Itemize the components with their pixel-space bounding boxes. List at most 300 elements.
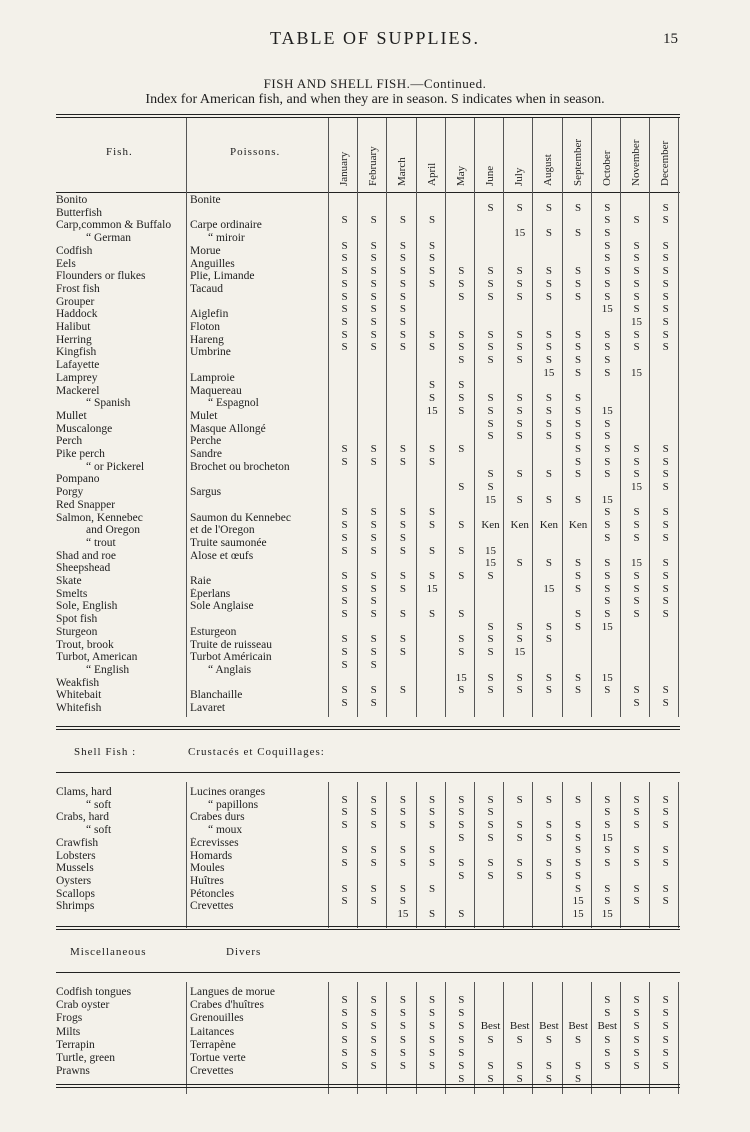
season-cell: S [575,227,582,240]
season-cell: S [370,341,377,354]
season-cell: Best [480,1020,501,1033]
season-cell: S [662,1046,669,1059]
season-cell: S [662,531,669,544]
column-divider [328,190,329,717]
column-divider [678,190,679,717]
season-cell: S [575,557,582,570]
season-cell: 15 [631,315,642,328]
fish-name: Lamprey [56,371,98,384]
poisson-name: Moules [190,862,225,875]
fish-name: Weakfish [56,676,100,689]
season-cell: S [633,857,640,870]
season-cell: S [516,201,523,214]
season-cell: 15 [631,366,642,379]
season-cell: S [399,328,406,341]
season-cell: S [662,341,669,354]
season-cell: S [429,277,436,290]
season-cell: S [516,354,523,367]
fish-name: Milts [56,1025,81,1038]
season-cell: S [370,1033,377,1046]
season-cell: S [487,201,494,214]
season-cell: S [341,214,348,227]
poisson-name: Morue [190,244,221,257]
season-cell: S [370,608,377,621]
season-cell: S [370,684,377,697]
season-cell: S [370,582,377,595]
season-cell: S [545,819,552,832]
season-cell: S [633,506,640,519]
season-cell: S [662,252,669,265]
poisson-name: Crevettes [190,1065,234,1078]
season-cell: S [545,1059,552,1072]
season-cell: S [575,857,582,870]
column-divider [591,118,592,192]
season-cell: S [545,328,552,341]
season-cell: S [662,582,669,595]
fish-name: Herring [56,333,92,346]
poisson-name: Terrapène [190,1038,236,1051]
season-cell: S [370,265,377,278]
season-cell: S [458,328,465,341]
season-cell: Best [509,1020,530,1033]
season-cell: S [575,582,582,595]
poisson-name: Lamproie [190,371,235,384]
season-cell: S [370,1007,377,1020]
season-cell: S [633,1020,640,1033]
season-cell: S [516,819,523,832]
season-cell: S [458,857,465,870]
season-cell: S [633,277,640,290]
season-cell: S [604,844,611,857]
season-cell: S [604,882,611,895]
month-header-2: March [396,157,409,186]
season-cell: S [341,1059,348,1072]
season-cell: S [429,1020,436,1033]
season-cell: S [516,633,523,646]
season-cell: S [662,1033,669,1046]
season-cell: S [429,442,436,455]
season-cell: S [399,608,406,621]
season-cell: S [399,1059,406,1072]
season-cell: S [633,1059,640,1072]
season-cell: 15 [485,493,496,506]
season-cell: S [341,684,348,697]
poisson-name: Truite de ruisseau [190,638,272,651]
season-cell: S [429,608,436,621]
column-divider [532,190,533,717]
shell-heading-fr: Crustacés et Coquillages: [188,746,325,758]
season-cell: S [662,993,669,1006]
season-cell: S [429,379,436,392]
season-cell: S [545,557,552,570]
fish-name: “ German [86,232,132,245]
season-cell: S [575,831,582,844]
season-cell: S [545,417,552,430]
season-cell: S [633,252,640,265]
season-cell: S [429,907,436,920]
season-cell: S [458,481,465,494]
poisson-name: Turbot Américain [190,651,272,664]
column-divider [678,782,679,928]
season-cell: S [545,290,552,303]
season-cell: S [429,1033,436,1046]
poisson-name: Écrevisses [190,836,239,849]
poisson-name: Éperlans [190,587,231,600]
season-cell: S [604,214,611,227]
season-cell: S [516,430,523,443]
season-cell: S [633,595,640,608]
season-cell: S [575,201,582,214]
season-cell: S [341,658,348,671]
season-cell: S [458,354,465,367]
season-cell: S [487,819,494,832]
poisson-name: Laitances [190,1025,235,1038]
season-cell: S [604,857,611,870]
running-head [0,28,750,52]
poisson-name: “ miroir [208,232,245,245]
season-cell: S [487,806,494,819]
fish-name: Grouper [56,295,95,308]
season-cell: S [341,806,348,819]
fish-name: Kingfish [56,346,97,359]
season-cell: S [662,519,669,532]
season-cell: S [341,895,348,908]
season-cell: S [662,844,669,857]
column-divider [357,190,358,717]
season-cell: S [399,1033,406,1046]
season-cell: S [458,290,465,303]
poisson-name: Grenouilles [190,1012,244,1025]
column-divider [620,982,621,1094]
horizontal-rule [56,929,680,930]
season-cell: S [633,819,640,832]
season-cell: S [399,277,406,290]
season-cell: S [399,1020,406,1033]
poisson-name: Sandre [190,448,222,460]
season-cell: S [575,442,582,455]
season-cell: S [516,557,523,570]
season-cell: S [487,290,494,303]
season-cell: S [341,582,348,595]
column-header-poissons: Poissons. [230,146,281,158]
season-cell: S [545,1033,552,1046]
fish-name: Mackerel [56,384,100,397]
fish-name: Trout, brook [56,638,114,651]
season-cell: S [458,684,465,697]
column-divider [416,982,417,1094]
season-cell: 15 [543,582,555,595]
poisson-name: Hareng [190,333,224,346]
season-cell: S [458,793,465,806]
season-cell: S [633,582,640,595]
season-cell: S [341,519,348,532]
season-cell: S [487,671,494,684]
season-cell: S [341,239,348,252]
column-divider [328,118,329,192]
season-cell: S [399,531,406,544]
season-cell: S [604,819,611,832]
column-divider [503,190,504,717]
season-cell: S [370,214,377,227]
column-divider [503,782,504,928]
season-cell: S [575,468,582,481]
season-cell: S [575,341,582,354]
season-cell: S [458,569,465,582]
fish-name: Turtle, green [56,1052,115,1064]
season-cell: S [487,404,494,417]
column-divider [357,118,358,192]
season-cell: S [516,1073,523,1086]
season-cell: S [429,455,436,468]
season-cell: 15 [572,895,584,908]
season-cell: S [370,595,377,608]
season-cell: S [399,519,406,532]
poisson-name: Crabes durs [190,811,245,824]
season-cell: S [458,1073,465,1086]
season-cell: S [633,239,640,252]
column-divider [474,190,475,717]
column-divider [620,190,621,717]
season-cell: S [429,569,436,582]
poisson-name: Truite saumonée [190,536,267,549]
fish-name: Smelts [56,587,88,600]
season-cell: S [516,341,523,354]
column-divider [532,118,533,192]
season-cell: S [604,201,611,214]
fish-name: “ Spanish [86,397,131,410]
poisson-name: Pétoncles [190,887,235,900]
season-cell: S [458,341,465,354]
season-cell: S [487,328,494,341]
fish-name: “ English [86,663,130,676]
season-cell: S [458,1046,465,1059]
season-cell: S [662,1059,669,1072]
season-cell: S [399,341,406,354]
column-divider [649,190,650,717]
season-cell: S [662,328,669,341]
season-cell: S [662,1020,669,1033]
column-divider [620,118,621,192]
season-cell: S [429,214,436,227]
season-cell: 15 [455,671,467,684]
season-cell: S [545,468,552,481]
fish-name: Sole, English [56,600,118,613]
season-cell: S [429,506,436,519]
season-cell: S [575,684,582,697]
column-divider [474,118,475,192]
season-cell: S [399,857,406,870]
season-cell: S [341,506,348,519]
season-cell: 15 [601,303,613,316]
column-divider [649,982,650,1094]
fish-name: Bonito [56,194,88,206]
season-cell: S [516,468,523,481]
season-cell: S [516,793,523,806]
season-cell: S [604,531,611,544]
column-divider [186,782,187,928]
season-cell: S [399,882,406,895]
season-cell: S [516,684,523,697]
season-cell: S [604,557,611,570]
season-cell: S [458,265,465,278]
season-cell: S [662,481,669,494]
season-cell: S [399,455,406,468]
season-cell: S [399,993,406,1006]
season-cell: S [341,633,348,646]
season-cell: S [604,328,611,341]
season-cell: S [604,265,611,278]
season-cell: S [575,819,582,832]
season-cell: S [399,633,406,646]
season-cell: S [633,793,640,806]
season-cell: S [545,493,552,506]
fish-name: Clams, hard [56,786,112,798]
season-cell: S [604,277,611,290]
fish-name: Perch [56,435,83,448]
poisson-name: Carpe ordinaire [190,219,262,232]
season-cell: S [516,404,523,417]
season-cell: S [633,844,640,857]
season-cell: 15 [426,582,438,595]
poisson-name: Lavaret [190,702,226,714]
season-cell: S [458,519,465,532]
season-cell: S [429,265,436,278]
season-cell: S [370,696,377,709]
season-cell: 15 [601,620,613,633]
poisson-name: Bonite [190,194,221,206]
season-cell: S [633,290,640,303]
season-cell: S [370,633,377,646]
season-cell: S [487,265,494,278]
season-cell: S [575,1059,582,1072]
season-cell: S [429,341,436,354]
fish-name: Skate [56,575,82,587]
season-cell: S [604,1033,611,1046]
season-cell: S [575,793,582,806]
column-divider [678,118,679,192]
fish-name: “ trout [86,536,116,549]
season-cell: S [604,455,611,468]
fish-name: Codfish [56,244,93,257]
season-cell: S [429,239,436,252]
season-cell: 15 [572,907,584,920]
season-cell: S [575,869,582,882]
season-cell: 15 [631,481,642,494]
season-cell: S [604,595,611,608]
season-cell: S [370,819,377,832]
season-cell: S [458,869,465,882]
poisson-name: Huîtres [190,874,224,887]
season-cell: S [458,1020,465,1033]
season-cell: S [545,684,552,697]
season-cell: S [545,857,552,870]
season-cell: S [575,290,582,303]
season-cell: S [662,265,669,278]
season-cell: S [516,831,523,844]
season-cell: S [370,303,377,316]
fish-name: Shad and roe [56,549,117,562]
season-cell: S [429,993,436,1006]
season-cell: S [516,290,523,303]
season-cell: S [399,1046,406,1059]
season-cell: S [487,430,494,443]
season-cell: S [633,468,640,481]
season-cell: S [487,354,494,367]
season-cell: S [662,569,669,582]
season-cell: S [604,582,611,595]
season-cell: S [662,277,669,290]
season-cell: Best [539,1020,559,1033]
fish-name: Whitebait [56,689,102,702]
season-cell: S [516,1059,523,1072]
month-header-1: February [367,146,380,186]
fish-name: Sturgeon [56,625,98,638]
season-cell: S [604,354,611,367]
season-cell: S [662,239,669,252]
season-cell: S [604,793,611,806]
season-cell: S [575,1073,582,1086]
season-cell: S [399,1007,406,1020]
season-cell: S [341,793,348,806]
season-cell: S [516,493,523,506]
season-cell: S [458,277,465,290]
season-cell: S [370,519,377,532]
subtitle: Index for American fish, and when they are in season. S indicates when in season. [145,92,605,107]
season-cell: 15 [485,557,496,570]
column-divider [649,782,650,928]
horizontal-rule [56,1084,680,1085]
season-cell: S [662,315,669,328]
season-cell: Ken [568,519,588,532]
season-cell: S [341,595,348,608]
season-cell: 15 [601,831,613,844]
season-cell: S [487,569,494,582]
season-cell: S [662,506,669,519]
fish-name: Mussels [56,862,94,875]
fish-name: Sheepshead [56,562,111,575]
season-cell: S [429,882,436,895]
month-header-4: May [454,165,467,186]
season-cell: S [575,354,582,367]
poisson-name: “ Anglais [208,663,252,676]
season-cell: S [370,531,377,544]
season-cell: S [341,844,348,857]
season-cell: S [341,1020,348,1033]
season-cell: 15 [601,493,613,506]
season-cell: S [662,882,669,895]
column-divider [445,118,446,192]
horizontal-rule [56,926,680,927]
season-cell: S [399,290,406,303]
month-header-9: October [600,150,613,186]
poisson-name: Sole Anglaise [190,600,254,613]
season-cell: S [487,1073,494,1086]
season-cell: S [399,303,406,316]
season-cell: S [604,993,611,1006]
season-cell: S [341,290,348,303]
season-cell: S [575,620,582,633]
season-cell: S [662,290,669,303]
season-cell: S [516,857,523,870]
season-cell: S [487,633,494,646]
fish-name: Terrapin [56,1038,95,1051]
season-cell: S [575,844,582,857]
season-cell: S [604,239,611,252]
season-cell: S [399,684,406,697]
season-cell: S [487,620,494,633]
season-cell: S [341,252,348,265]
month-header-10: November [630,139,642,186]
